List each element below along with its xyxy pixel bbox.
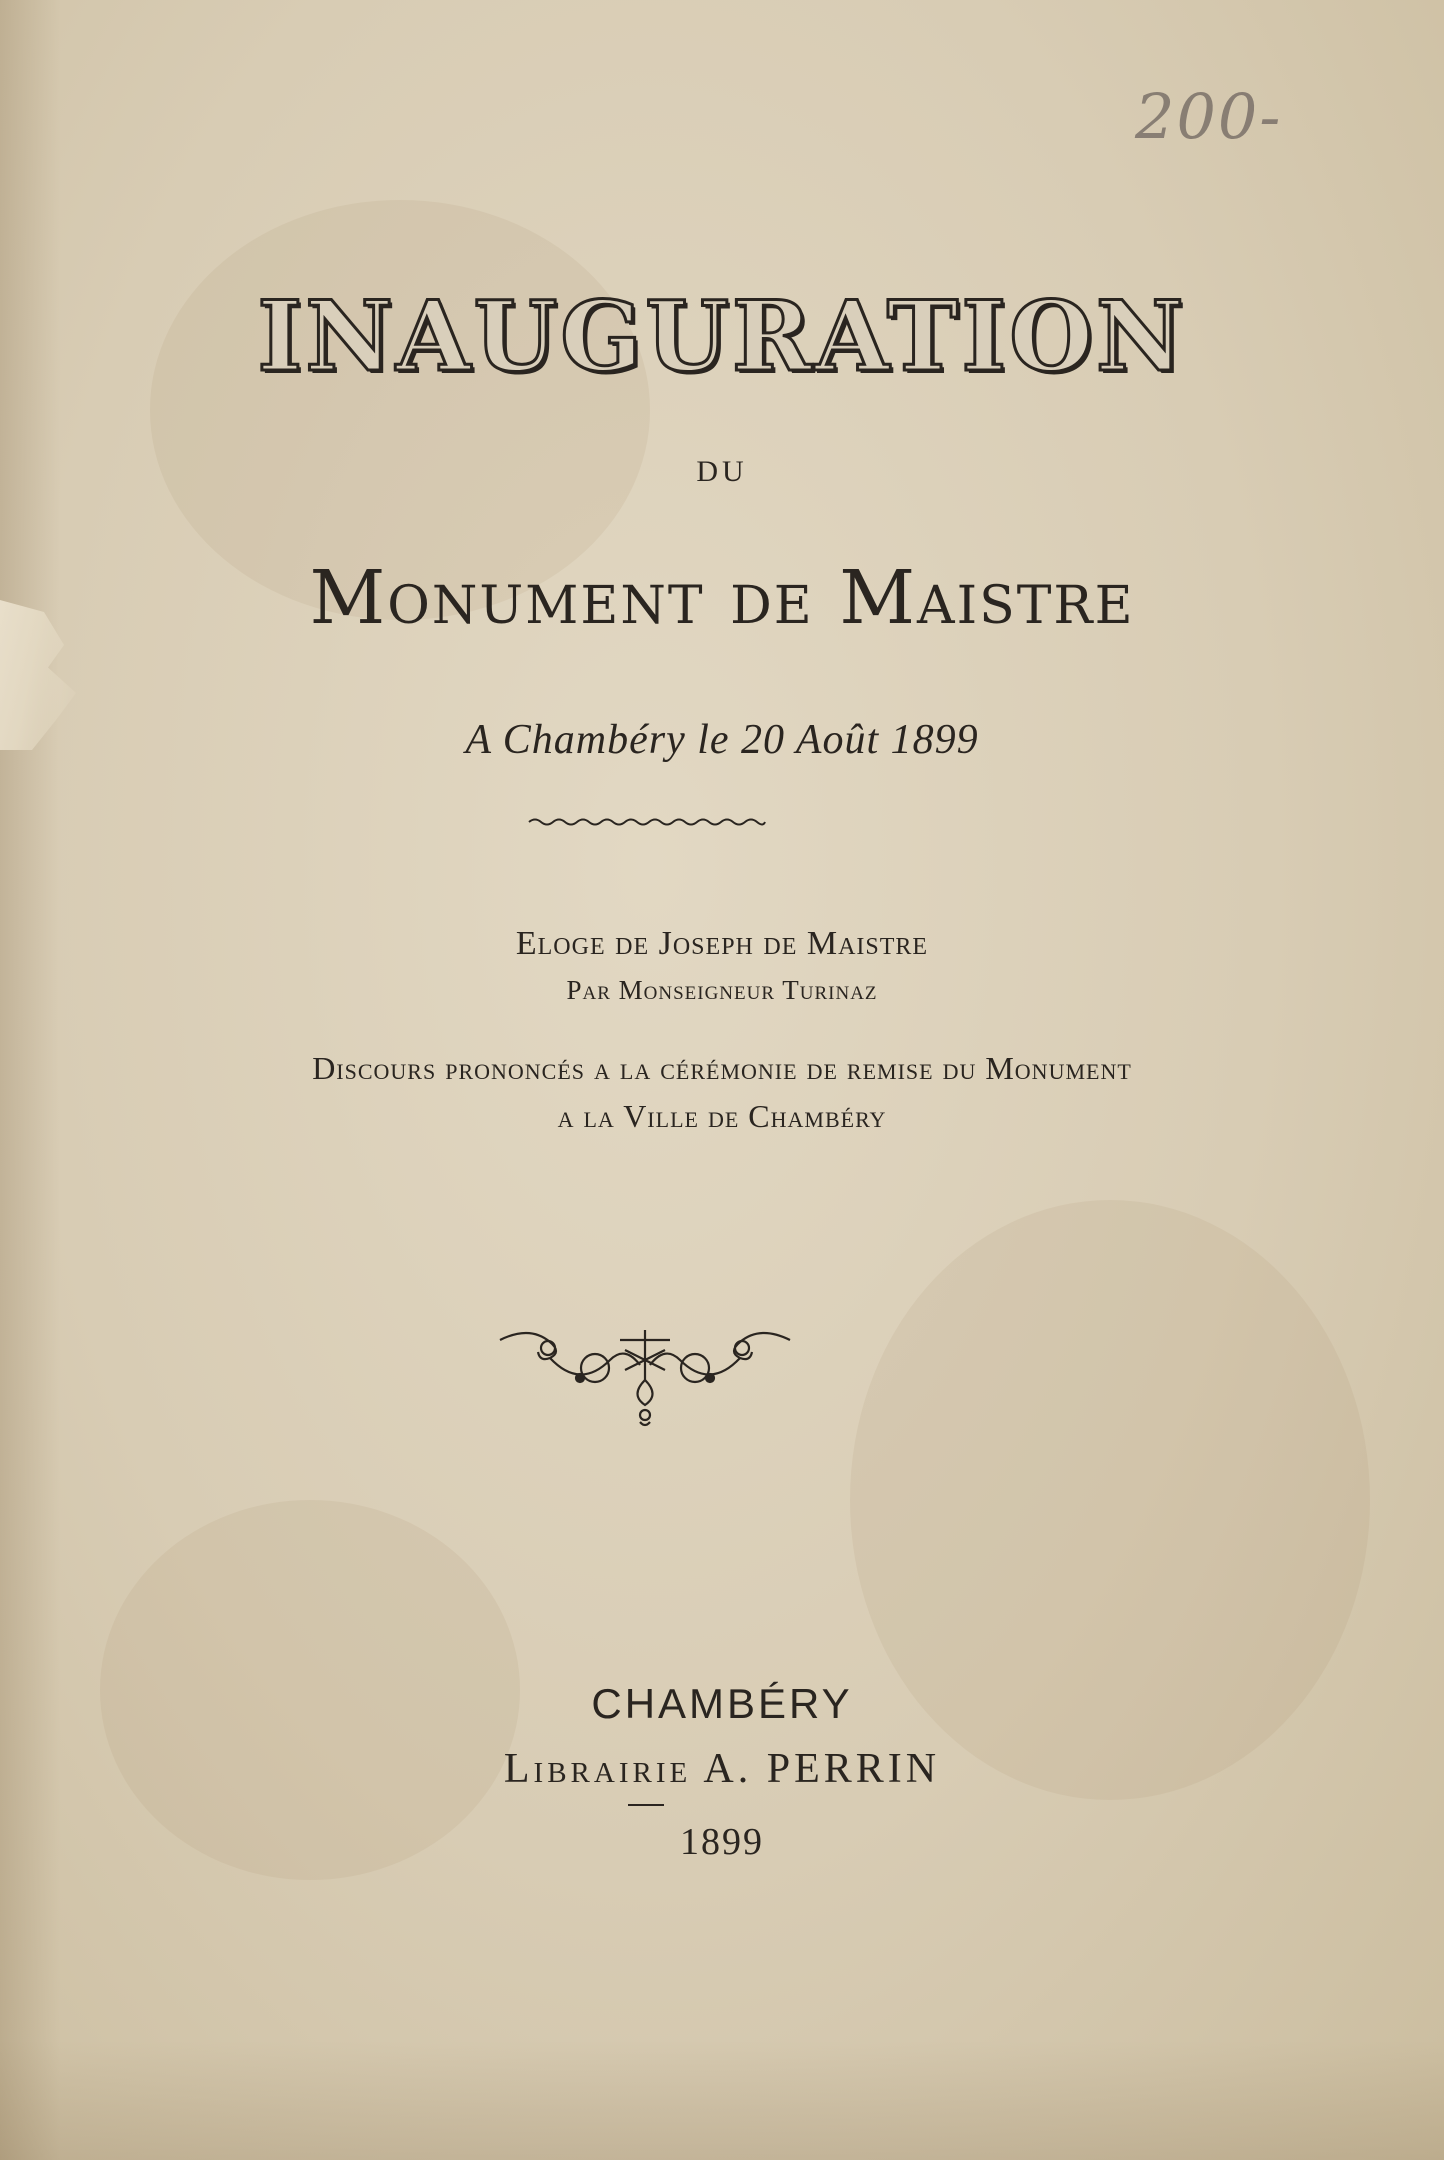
- wavy-rule-icon: [527, 815, 767, 829]
- imprint-divider: [628, 1804, 664, 1806]
- event-date-line: A Chambéry le 20 Août 1899: [465, 717, 979, 763]
- cover-subtitle: Monument de Maistre: [309, 555, 1135, 641]
- imprint-year: 1899: [680, 1821, 764, 1863]
- eloge-author: Par Monseigneur Turinaz: [566, 975, 878, 1005]
- floral-ornament-icon: [490, 1320, 800, 1430]
- worn-bottom-edge: [0, 2040, 1444, 2160]
- discours-line-1: Discours prononcés a la cérémonie de remise du Monument: [312, 1050, 1132, 1086]
- eloge-heading: Eloge de Joseph de Maistre: [515, 925, 929, 962]
- imprint-publisher: Librairie A. PERRIN: [503, 1746, 941, 1792]
- imprint-city: CHAMBÉRY: [591, 1680, 853, 1727]
- discours-line-2: a la Ville de Chambéry: [557, 1098, 887, 1134]
- cover-title: INAUGURATION: [257, 280, 1187, 393]
- handwritten-pencil-note: 200-: [1135, 80, 1283, 153]
- title-connector: DU: [696, 455, 748, 488]
